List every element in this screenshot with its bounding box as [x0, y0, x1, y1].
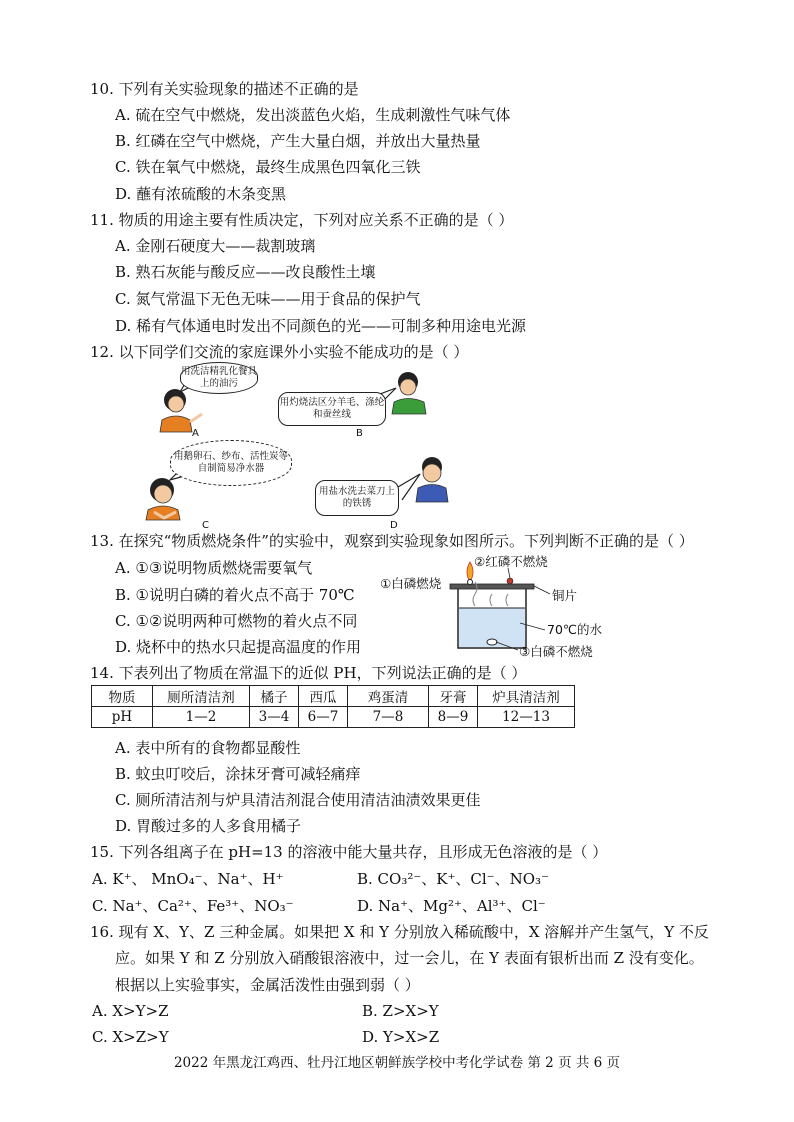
- q14-option-b: B. 蚊虫叮咬后，涂抹牙膏可减轻痛痒: [115, 765, 361, 783]
- boy-figure-b: [392, 372, 426, 414]
- q12-illustration: [140, 362, 470, 532]
- q14-option-c: C. 厕所清洁剂与炉具清洁剂混合使用清洁油渍效果更佳: [115, 791, 481, 809]
- speech-bubble-c: 用鹅卵石、纱布、活性炭等自制简易净水器: [170, 440, 292, 486]
- q16-option-a: A. X>Y>Z: [92, 1002, 169, 1020]
- girl-figure-a: [160, 389, 202, 432]
- q11-option-a: A. 金刚石硬度大——裁割玻璃: [115, 237, 316, 255]
- man-figure-d: [416, 457, 448, 502]
- table-cell: 7—8: [348, 707, 429, 728]
- table-cell: 西瓜: [299, 686, 348, 707]
- speech-bubble-d: 用盐水洗去菜刀上的铁锈: [315, 480, 399, 516]
- q16-stem-line2: 应。如果 Y 和 Z 分别放入硝酸银溶液中，过一会儿，在 Y 表面有银析出而 Z 没有变化。: [115, 949, 704, 967]
- figure-label-d: D: [390, 520, 398, 531]
- q13-option-b: B. ①说明白磷的着火点不高于 70℃: [115, 586, 355, 604]
- q16-option-c: C. X>Z>Y: [92, 1028, 169, 1046]
- table-cell: 牙膏: [429, 686, 478, 707]
- q16-stem-line1: 16. 现有 X、Y、Z 三种金属。如果把 X 和 Y 分别放入稀硫酸中，X 溶解并产生氢气，Y 不反: [90, 923, 709, 941]
- q13-option-c: C. ①②说明两种可燃物的着火点不同: [115, 612, 358, 630]
- q14-option-a: A. 表中所有的食物都显酸性: [115, 739, 301, 757]
- table-cell: 8—9: [429, 707, 478, 728]
- q15-option-b: B. CO₃²⁻、K⁺、Cl⁻、NO₃⁻: [357, 870, 549, 888]
- q13-option-a: A. ①③说明物质燃烧需要氧气: [115, 559, 313, 577]
- label-copper-plate: 铜片: [552, 588, 578, 603]
- table-cell: 厕所清洁剂: [153, 686, 250, 707]
- table-cell: 3—4: [250, 707, 299, 728]
- q14-stem: 14. 下表列出了物质在常温下的近似 PH，下列说法正确的是（ ）: [90, 664, 527, 682]
- q13-option-d: D. 烧杯中的热水只起提高温度的作用: [115, 638, 362, 656]
- girl-figure-c: [146, 478, 180, 520]
- table-cell: 12—13: [478, 707, 575, 728]
- label-white-phosphorus-burning: ①白磷燃烧: [380, 576, 442, 591]
- q15-option-c: C. Na⁺、Ca²⁺、Fe³⁺、NO₃⁻: [92, 897, 294, 915]
- label-hot-water: 70℃的水: [547, 622, 602, 637]
- ph-table: [91, 685, 575, 728]
- q16-stem-line3: 根据以上实验事实，金属活泼性由强到弱（ ）: [115, 976, 420, 994]
- figure-label-b: B: [356, 428, 363, 439]
- q14-option-d: D. 胃酸过多的人多食用橘子: [115, 817, 302, 835]
- q16-option-b: B. Z>X>Y: [362, 1002, 439, 1020]
- page-footer: 2022 年黑龙江鸡西、牡丹江地区朝鲜族学校中考化学试卷 第 2 页 共 6 页: [173, 1055, 621, 1071]
- table-cell: pH: [92, 707, 153, 728]
- q11-option-b: B. 熟石灰能与酸反应——改良酸性土壤: [115, 263, 376, 281]
- label-red-phosphorus: ②红磷不燃烧: [474, 554, 548, 569]
- speech-bubble-a: 用洗洁精乳化餐具上的油污: [180, 362, 258, 394]
- table-cell: 橘子: [250, 686, 299, 707]
- q10-option-b: B. 红磷在空气中燃烧，产生大量白烟，并放出大量热量: [115, 132, 481, 150]
- q16-option-d: D. Y>X>Z: [362, 1028, 440, 1046]
- q10-option-d: D. 蘸有浓硫酸的木条变黑: [115, 185, 287, 203]
- q10-stem: 10. 下列有关实验现象的描述不正确的是: [90, 80, 359, 98]
- q13-stem: 13. 在探究“物质燃烧条件”的实验中，观察到实验现象如图所示。下列判断不正确的是（ ）: [90, 532, 694, 550]
- q11-option-d: D. 稀有气体通电时发出不同颜色的光——可制多种用途电光源: [115, 317, 527, 335]
- ph-table-row: [92, 707, 575, 728]
- q10-option-c: C. 铁在氧气中燃烧，最终生成黑色四氧化三铁: [115, 158, 421, 176]
- label-white-phosphorus-water: ③白磷不燃烧: [519, 644, 593, 659]
- ph-table-header: [92, 686, 575, 707]
- figure-label-a: A: [192, 428, 199, 439]
- q12-stem: 12. 以下同学们交流的家庭课外小实验不能成功的是（ ）: [90, 343, 469, 361]
- figure-label-c: C: [202, 520, 209, 531]
- q15-option-d: D. Na⁺、Mg²⁺、Al³⁺、Cl⁻: [357, 897, 546, 915]
- q15-option-a: A. K⁺、 MnO₄⁻、Na⁺、H⁺: [92, 870, 284, 888]
- table-cell: 鸡蛋清: [348, 686, 429, 707]
- table-cell: 1—2: [153, 707, 250, 728]
- table-cell: 6—7: [299, 707, 348, 728]
- speech-bubble-b: 用灼烧法区分羊毛、涤纶和蚕丝线: [278, 392, 386, 426]
- table-cell: 物质: [92, 686, 153, 707]
- table-cell: 炉具清洁剂: [478, 686, 575, 707]
- combustion-diagram: [380, 548, 610, 658]
- q10-option-a: A. 硫在空气中燃烧，发出淡蓝色火焰，生成刺激性气味气体: [115, 106, 511, 124]
- q15-stem: 15. 下列各组离子在 pH=13 的溶液中能大量共存，且形成无色溶液的是（ ）: [90, 843, 608, 861]
- q11-option-c: C. 氮气常温下无色无味——用于食品的保护气: [115, 290, 421, 308]
- q11-stem: 11. 物质的用途主要有性质决定，下列对应关系不正确的是（ ）: [90, 211, 514, 229]
